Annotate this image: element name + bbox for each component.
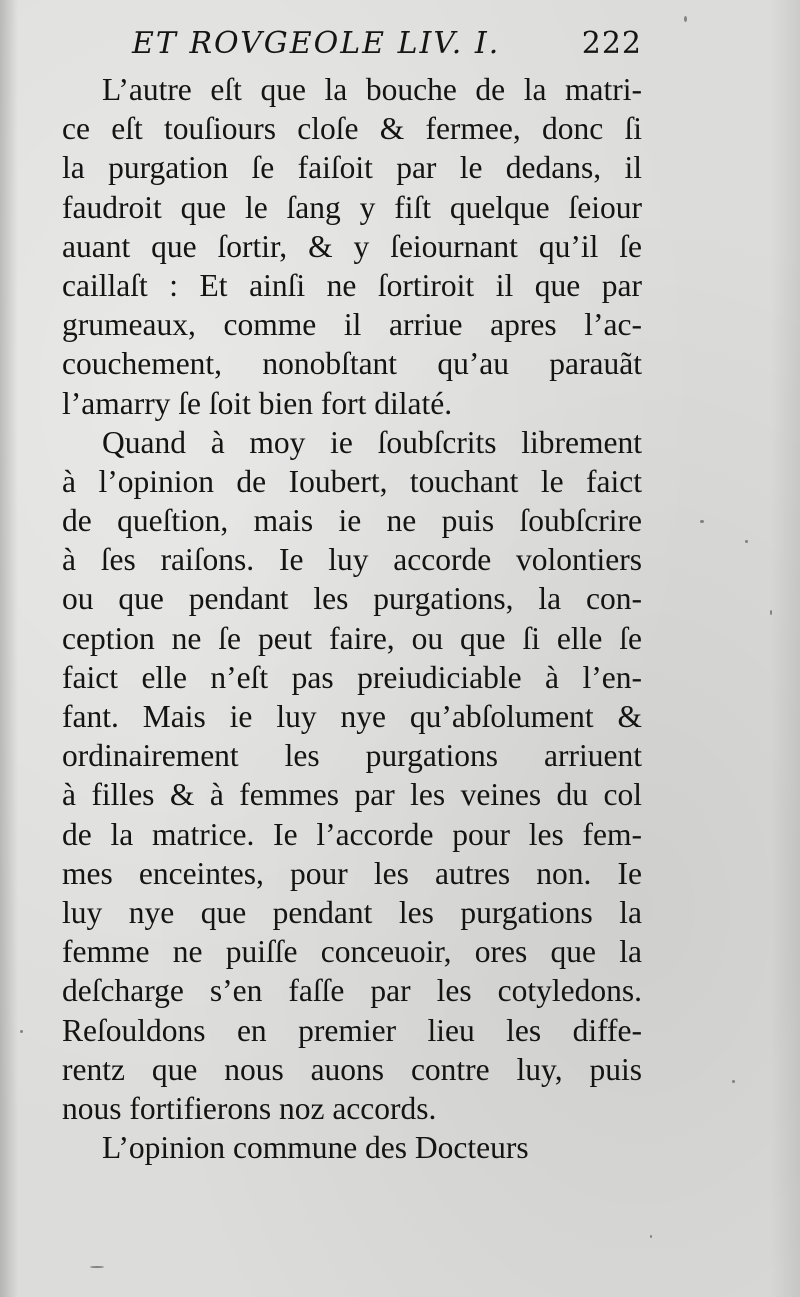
text-line: faict elle n’eſt pas preiudiciable à l’en- [62,659,642,695]
text-line: rentz que nous auons contre luy, puis [62,1051,642,1087]
text-line: auant que ſortir, & y ſeiournant qu’il ſe [62,228,642,264]
text-line: ou que pendant les purgations, la con- [62,581,642,617]
text-line: ce eſt touſiours cloſe & fermee, donc ſi [62,111,642,147]
text-line: L’opinion commune des Docteurs [102,1130,529,1166]
text-line: L’autre eſt que la bouche de la matri- [102,72,642,107]
text-line: Quand à moy ie ſoubſcrits librement [102,424,642,460]
body-text [62,70,642,1167]
gutter-shadow [0,0,18,1297]
text-line: Reſouldons en premier lieu les diffe- [62,1012,642,1048]
text-line: ordinairement les purgations arriuent [62,738,642,774]
text-line: à ſes raiſons. Ie luy accorde volontiers [62,542,642,578]
running-head-title: ET ROVGEOLE LIV. I. [132,26,501,61]
text-line: l’amarry ſe ſoit bien fort dilaté. [62,385,453,421]
text-line: fant. Mais ie luy nye qu’abſolument & [62,699,642,734]
text-line: deſcharge s’en faſſe par les cotyledons. [62,973,642,1009]
text-line: femme ne puiſſe conceuoir, ores que la [62,934,642,970]
text-line: à filles & à femmes par les veines du col [62,777,642,813]
text-line: de queſtion, mais ie ne puis ſoubſcrire [62,503,642,539]
text-line: luy nye que pendant les purgations la [62,894,642,930]
text-line: la purgation ſe faiſoit par le dedans, il [62,150,642,186]
text-line: couchement, nonobſtant qu’au parauãt [62,346,642,382]
paper-speck [745,540,748,543]
text-line: nous fortifierons noz accords. [62,1090,437,1126]
page-number: 222 [581,26,642,61]
text-line: ception ne ſe peut faire, ou que ſi elle ſe [62,620,642,656]
text-line: grumeaux, comme il arriue apres l’ac- [62,307,642,343]
text-line: caillaſt : Et ainſi ne ſortiroit il que par [62,267,642,303]
text-line: mes enceintes, pour les autres non. Ie [62,855,642,891]
paper-speck [684,16,687,22]
paper-speck [20,1030,23,1033]
text-line: faudroit que le ſang y fiſt quelque ſeiour [62,189,642,225]
paper-speck [700,520,704,523]
text-line: à l’opinion de Ioubert, touchant le faict [62,463,642,499]
paper-speck [732,1080,735,1083]
paper-speck [770,610,772,615]
paper-speck [90,1266,104,1268]
page-edge-shadow [770,0,800,1297]
running-head [132,22,642,66]
text-line: de la matrice. Ie l’accorde pour les fem- [62,816,642,852]
paper-speck [650,1235,652,1238]
